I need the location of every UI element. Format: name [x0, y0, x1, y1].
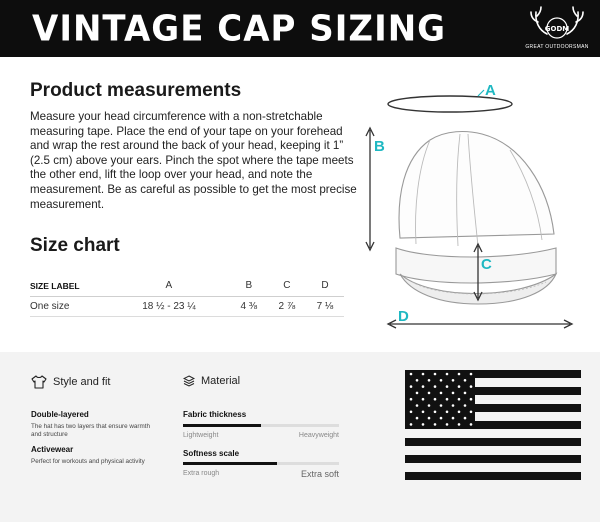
measurements-text: Measure your head circumference with a non-stretchable measuring tape. Place the end of your tape on your forehead and wrap the rest around the back of your head, keeping it 1” (2.5 cm) above your ears. Pinch the spot where the tape meets the other end, lift the loop over your head, and note the measurement. Be as careful as possible to get the most precise measurement.: [30, 110, 357, 211]
flag-star: [410, 423, 413, 426]
flag-star: [422, 411, 425, 414]
flag-star: [422, 385, 425, 388]
label-b: B: [374, 138, 385, 155]
flag-star: [452, 404, 455, 407]
flag-star: [434, 398, 437, 401]
feature-title: Double-layered: [31, 410, 89, 419]
table-row: [30, 296, 344, 316]
cell-d: 7 ⅛: [306, 296, 344, 316]
fabric-thickness-title: Fabric thickness: [183, 410, 247, 419]
logo-mark: GODM: [544, 25, 570, 33]
cell-a: 18 ½ - 23 ¼: [108, 296, 230, 316]
flag-star: [428, 392, 431, 395]
logo-tagline: GREAT OUTDOORSMAN: [525, 44, 589, 50]
style-fit-heading: [31, 375, 110, 389]
col-header-c: C: [268, 276, 306, 296]
feature-desc: Perfect for workouts and physical activity: [31, 458, 145, 465]
flag-star: [428, 417, 431, 420]
flag-star: [446, 385, 449, 388]
feature-title: Activewear: [31, 445, 74, 454]
table-header-row: [30, 276, 344, 296]
softness-fill: [183, 462, 277, 465]
header-banner: [0, 0, 600, 57]
flag-star: [416, 379, 419, 382]
usa-flag-icon: [405, 370, 581, 484]
fabric-thickness-fill: [183, 424, 261, 427]
flag-star: [440, 379, 443, 382]
flag-star: [422, 373, 425, 376]
flag-star: [440, 392, 443, 395]
flag-star: [416, 404, 419, 407]
flag-star: [434, 385, 437, 388]
feature-desc: The hat has two layers that ensure warmth and structure: [31, 423, 150, 438]
cap-diagram: [360, 78, 590, 338]
flag-star: [410, 398, 413, 401]
flag-star: [470, 385, 473, 388]
flag-star: [434, 423, 437, 426]
brand-logo[interactable]: [525, 4, 589, 54]
label-d: D: [398, 308, 409, 325]
col-header-b: B: [230, 276, 268, 296]
t-shirt-icon: [31, 375, 47, 389]
flag-star: [440, 404, 443, 407]
flag-star: [452, 392, 455, 395]
flag-star: [458, 385, 461, 388]
cell-b: 4 ⅜: [230, 296, 268, 316]
fabric-thickness-bar: [183, 424, 339, 427]
flag-star: [410, 385, 413, 388]
col-header-a: A: [108, 276, 230, 296]
flag-star: [428, 404, 431, 407]
flag-star: [470, 411, 473, 414]
flag-star: [428, 379, 431, 382]
material-label: Material: [201, 375, 241, 387]
flag-star: [446, 411, 449, 414]
flag-star: [458, 373, 461, 376]
flag-star: [464, 404, 467, 407]
flag-star: [458, 411, 461, 414]
antlers-icon: [525, 4, 589, 46]
label-a: A: [485, 82, 496, 99]
flag-star: [446, 398, 449, 401]
flag-star: [416, 417, 419, 420]
flag-star: [422, 398, 425, 401]
flag-star: [458, 423, 461, 426]
flag-star: [410, 411, 413, 414]
cap-crown: [399, 132, 554, 238]
material-heading: [183, 375, 240, 387]
cell-size-label: One size: [30, 296, 108, 316]
layers-icon: [183, 375, 195, 387]
label-c: C: [481, 256, 492, 273]
flag-star: [422, 423, 425, 426]
flag-star: [470, 423, 473, 426]
flag-star: [416, 392, 419, 395]
flag-star: [452, 379, 455, 382]
softness-max-label: Extra soft: [300, 469, 339, 479]
softness-title: Softness scale: [183, 449, 240, 458]
softness-bar: [183, 462, 339, 465]
flag-star: [446, 373, 449, 376]
thickness-max-label: Heavyweight: [298, 432, 339, 439]
col-header-d: D: [306, 276, 344, 296]
cell-c: 2 ⅞: [268, 296, 306, 316]
flag-star: [470, 373, 473, 376]
flag-star: [434, 411, 437, 414]
measurements-title: Product measurements: [30, 80, 242, 101]
size-chart-title: Size chart: [30, 235, 120, 256]
flag-star: [464, 379, 467, 382]
flag-star: [434, 373, 437, 376]
flag-star: [470, 398, 473, 401]
flag-star: [464, 417, 467, 420]
flag-star: [410, 373, 413, 376]
page-title: VINTAGE CAP SIZING: [32, 8, 447, 50]
style-fit-label: Style and fit: [53, 376, 111, 388]
size-table: [30, 276, 344, 317]
flag-star: [452, 417, 455, 420]
flag-star: [440, 417, 443, 420]
flag-star: [446, 423, 449, 426]
thickness-min-label: Lightweight: [183, 432, 219, 439]
flag-star: [464, 392, 467, 395]
softness-min-label: Extra rough: [183, 470, 220, 477]
col-header-size-label: SIZE LABEL: [30, 276, 108, 296]
flag-star: [458, 398, 461, 401]
